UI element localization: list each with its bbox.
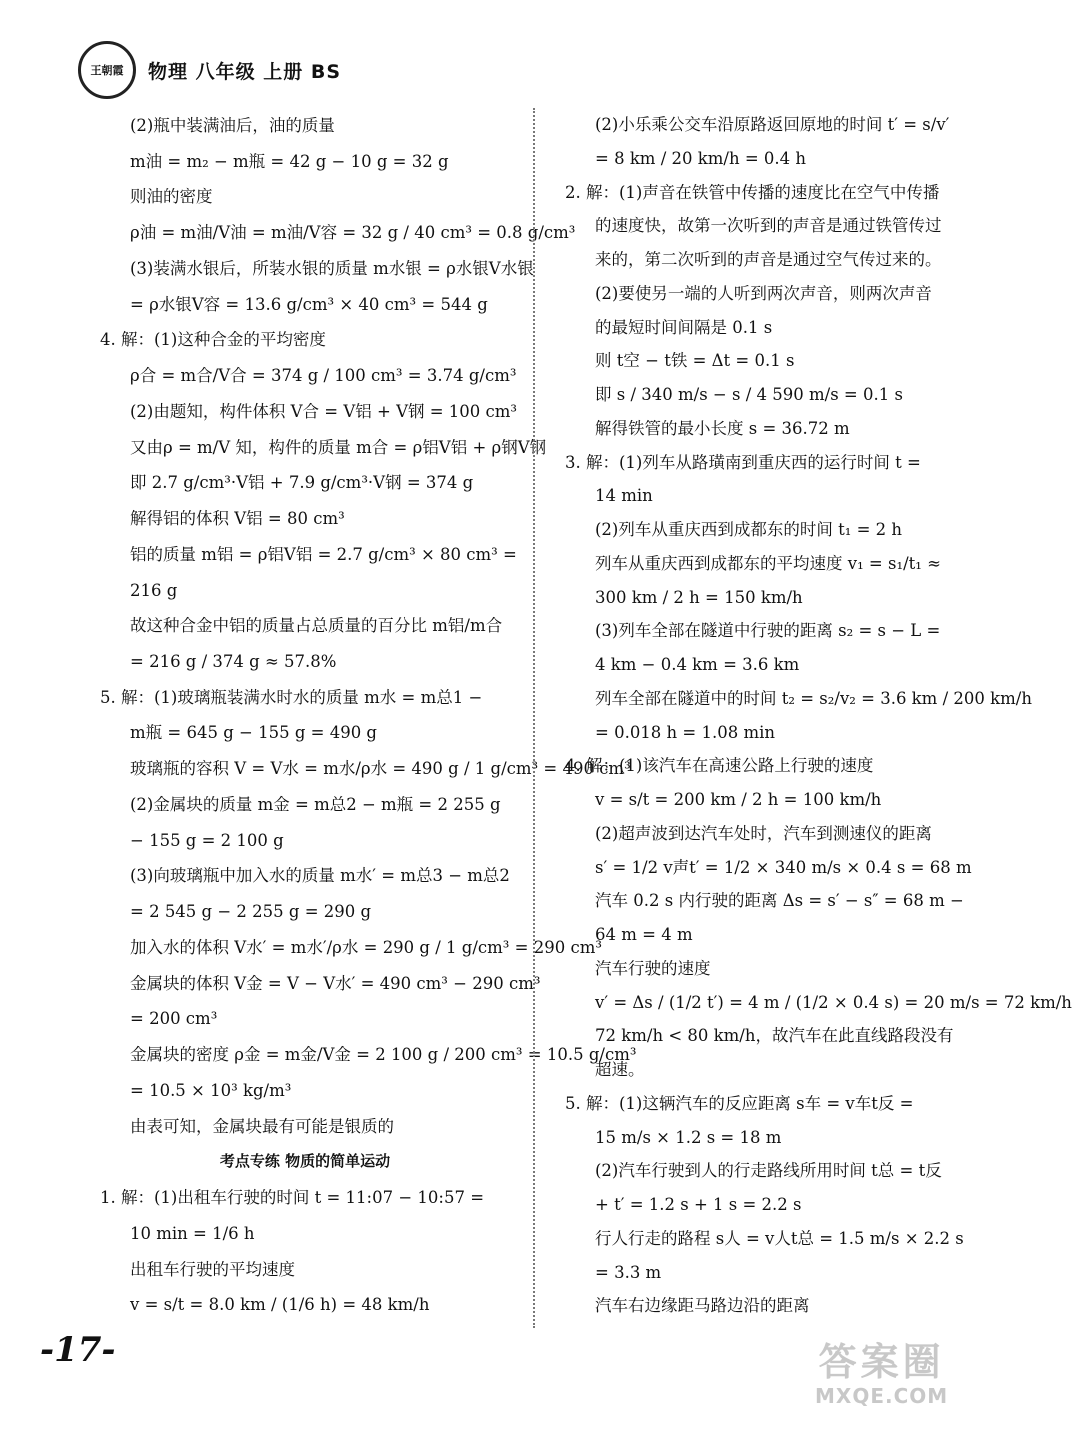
text-line: 216 g [130,580,178,600]
watermark-url: MXQE.COM [815,1384,949,1408]
text-line: 64 m = 4 m [595,925,693,944]
text-line: (2)小乐乘公交车沿原路返回原地的时间 t′ = s/v′ [595,115,950,134]
text-line: = 216 g / 374 g ≈ 57.8% [130,652,337,672]
text-line: = 10.5 × 10³ kg/m³ [130,1080,292,1100]
text-line: = 200 cm³ [130,1009,218,1029]
text-line: 金属块的体积 V金 = V − V水′ = 490 cm³ − 290 cm³ [130,973,541,993]
text-line: 来的，第二次听到的声音是通过空气传过来的。 [595,250,942,269]
text-line: 4. 解：(1)该汽车在高速公路上行驶的速度 [565,756,874,776]
text-line: ρ合 = m合/V合 = 374 g / 100 cm³ = 3.74 g/cm³ [130,366,517,386]
text-line: 解得铁管的最小长度 s = 36.72 m [595,418,850,438]
brand-logo [78,41,136,99]
text-line: v = s/t = 8.0 km / (1/6 h) = 48 km/h [130,1295,430,1315]
text-line: 4 km − 0.4 km = 3.6 km [595,655,800,674]
text-line: 行人行走的路程 s人 = v人t总 = 1.5 m/s × 2.2 s [595,1228,964,1248]
watermark [815,1340,948,1408]
text-line: 考点专练 物质的简单运动 [219,1152,391,1171]
text-line: 列车从重庆西到成都东的平均速度 v₁ = s₁/t₁ ≈ [595,553,941,573]
text-line: 3. 解：(1)列车从路璜南到重庆西的运行时间 t = [565,452,921,472]
text-line: (3)装满水银后，所装水银的质量 m水银 = ρ水银V水银 [130,258,534,278]
text-line: 的最短时间间隔是 0.1 s [595,317,773,337]
text-line: 15 m/s × 1.2 s = 18 m [595,1127,782,1147]
text-line: 即 s / 340 m/s − s / 4 590 m/s = 0.1 s [595,385,903,404]
page-number: -17- [40,1330,116,1370]
text-line: 300 km / 2 h = 150 km/h [595,587,803,607]
text-line: s′ = 1/2 v声t′ = 1/2 × 340 m/s × 0.4 s = 68 m [595,857,972,877]
text-line: − 155 g = 2 100 g [130,830,284,850]
text-line: 汽车 0.2 s 内行驶的距离 Δs = s′ − s″ = 68 m − [595,891,964,911]
text-line: v = s/t = 200 km / 2 h = 100 km/h [595,790,882,809]
text-line: m油 = m₂ − m瓶 = 42 g − 10 g = 32 g [130,151,449,171]
text-line: m瓶 = 645 g − 155 g = 490 g [130,723,377,743]
text-line: 5. 解：(1)玻璃瓶装满水时水的质量 m水 = m总1 − [100,687,483,707]
text-line: 则油的密度 [130,187,213,207]
text-line: 加入水的体积 V水′ = m水′/ρ水 = 290 g / 1 g/cm³ = 290 cm³ [130,937,602,957]
book-title: 物理 八年级 上册 BS [148,60,342,83]
text-line: 2. 解：(1)声音在铁管中传播的速度比在空气中传播 [565,182,940,202]
text-line: 解得铝的体积 V铝 = 80 cm³ [130,509,345,529]
watermark-logo: 答案圈 [818,1340,945,1384]
text-line: = 0.018 h = 1.08 min [595,722,776,742]
text-line: + t′ = 1.2 s + 1 s = 2.2 s [595,1195,802,1214]
text-line: 汽车行驶的速度 [595,958,711,978]
text-line: = 3.3 m [595,1262,662,1282]
text-line: 1. 解：(1)出租车行驶的时间 t = 11:07 − 10:57 = [100,1188,485,1208]
text-line: 4. 解：(1)这种合金的平均密度 [100,330,326,350]
text-line: (2)瓶中装满油后，油的质量 [130,116,335,135]
text-line: 由表可知，金属块最有可能是银质的 [130,1116,394,1136]
text-line: 铝的质量 m铝 = ρ铝V铝 = 2.7 g/cm³ × 80 cm³ = [130,544,517,564]
column-divider [533,108,535,1328]
text-line: 即 2.7 g/cm³·V铝 + 7.9 g/cm³·V钢 = 374 g [130,473,474,493]
page-header [78,40,341,100]
text-line: 又由ρ = m/V 知，构件的质量 m合 = ρ铝V铝 + ρ钢V钢 [130,437,547,457]
text-line: 金属块的密度 ρ金 = m金/V金 = 2 100 g / 200 cm³ = 10.5 g/cm³ [130,1045,637,1065]
logo-text: 王朝霞 [90,64,124,77]
text-line: (2)要使另一端的人听到两次声音，则两次声音 [595,283,932,303]
text-line: v′ = Δs / (1/2 t′) = 4 m / (1/2 × 0.4 s) = 20 m/s = 72 km/h [595,992,1072,1012]
text-line: 超速。 [595,1060,645,1079]
right-column [565,108,1072,1323]
text-line: 出租车行驶的平均速度 [130,1259,295,1279]
text-line: = ρ水银V容 = 13.6 g/cm³ × 40 cm³ = 544 g [130,294,488,314]
text-line: 14 min [595,486,653,506]
text-line: 10 min = 1/6 h [130,1223,255,1243]
text-line: = 8 km / 20 km/h = 0.4 h [595,148,807,168]
text-line: 故这种合金中铝的质量占总质量的百分比 m铝/m合 [130,616,503,636]
text-line: 5. 解：(1)这辆汽车的反应距离 s车 = v车t反 = [565,1093,914,1113]
text-line: 汽车右边缘距马路边沿的距离 [595,1296,810,1316]
text-line: 的速度快，故第一次听到的声音是通过铁管传过 [595,216,942,236]
text-line: 则 t空 − t铁 = Δt = 0.1 s [595,351,795,371]
text-line: ρ油 = m油/V油 = m油/V容 = 32 g / 40 cm³ = 0.8 g/cm³ [130,223,576,243]
text-line: (2)汽车行驶到人的行走路线所用时间 t总 = t反 [595,1161,942,1181]
text-line: (2)超声波到达汽车处时，汽车到测速仪的距离 [595,823,932,843]
text-line: (2)金属块的质量 m金 = m总2 − m瓶 = 2 255 g [130,794,501,814]
text-line: (3)列车全部在隧道中行驶的距离 s₂ = s − L = [595,621,941,641]
text-line: 玻璃瓶的容积 V = V水 = m水/ρ水 = 490 g / 1 g/cm³ = 490 cm³ [130,759,631,779]
text-line: (3)向玻璃瓶中加入水的质量 m水′ = m总3 − m总2 [130,866,510,886]
text-line: = 2 545 g − 2 255 g = 290 g [130,902,372,922]
text-line: 72 km/h < 80 km/h，故汽车在此直线路段没有 [595,1026,954,1046]
text-line: 列车全部在隧道中的时间 t₂ = s₂/v₂ = 3.6 km / 200 km/h [595,688,1032,708]
text-line: (2)列车从重庆西到成都东的时间 t₁ = 2 h [595,520,903,539]
text-line: (2)由题知，构件体积 V合 = V铝 + V钢 = 100 cm³ [130,401,518,421]
